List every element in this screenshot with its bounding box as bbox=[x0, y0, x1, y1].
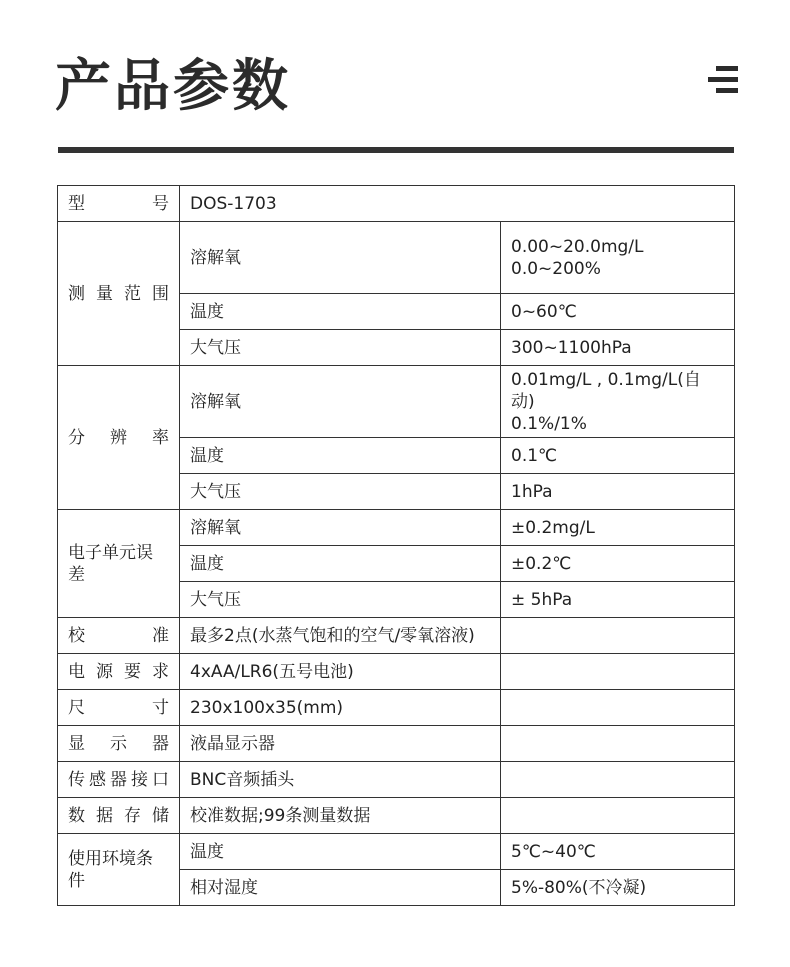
table-row-power bbox=[58, 654, 735, 690]
err-temp-name: 温度 bbox=[180, 546, 501, 582]
env-humidity-name: 相对湿度 bbox=[180, 870, 501, 906]
table-row-storage bbox=[58, 798, 735, 834]
table-row-display bbox=[58, 726, 735, 762]
row-label-range: 测 量 范 围 bbox=[58, 222, 180, 366]
row-label-calibration: 校 准 bbox=[58, 618, 180, 654]
env-temp-name: 温度 bbox=[180, 834, 501, 870]
table-row-calibration bbox=[58, 618, 735, 654]
range-do-name: 溶解氧 bbox=[180, 222, 501, 294]
row-label-resolution: 分 辨 率 bbox=[58, 366, 180, 510]
row-label-size: 尺 寸 bbox=[58, 690, 180, 726]
row-label-display: 显 示 器 bbox=[58, 726, 180, 762]
range-temp-value: 0~60℃ bbox=[501, 294, 735, 330]
err-press-name: 大气压 bbox=[180, 582, 501, 618]
res-temp-name: 温度 bbox=[180, 438, 501, 474]
power-value: 4xAA/LR6(五号电池) bbox=[180, 654, 501, 690]
calibration-value: 最多2点(水蒸气饱和的空气/零氧溶液) bbox=[180, 618, 501, 654]
row-label-environment: 使用环境条件 bbox=[58, 834, 180, 906]
range-press-value: 300~1100hPa bbox=[501, 330, 735, 366]
table-row-range-do bbox=[58, 222, 735, 294]
empty-cell bbox=[501, 762, 735, 798]
table-row-env-temp bbox=[58, 834, 735, 870]
menu-icon[interactable] bbox=[708, 66, 738, 94]
empty-cell bbox=[501, 654, 735, 690]
empty-cell bbox=[501, 798, 735, 834]
spec-table bbox=[57, 185, 735, 906]
table-row-model bbox=[58, 186, 735, 222]
env-temp-value: 5℃~40℃ bbox=[501, 834, 735, 870]
model-value: DOS-1703 bbox=[180, 186, 735, 222]
empty-cell bbox=[501, 726, 735, 762]
title-divider bbox=[58, 147, 734, 153]
err-temp-value: ±0.2℃ bbox=[501, 546, 735, 582]
res-press-value: 1hPa bbox=[501, 474, 735, 510]
empty-cell bbox=[501, 690, 735, 726]
table-row-sensor bbox=[58, 762, 735, 798]
table-row-size bbox=[58, 690, 735, 726]
row-label-error: 电子单元误差 bbox=[58, 510, 180, 618]
row-label-power: 电 源 要 求 bbox=[58, 654, 180, 690]
res-do-name: 溶解氧 bbox=[180, 366, 501, 438]
row-label-sensor: 传 感 器 接 口 bbox=[58, 762, 180, 798]
res-do-value: 0.01mg/L , 0.1mg/L(自动) 0.1%/1% bbox=[501, 366, 735, 438]
storage-value: 校准数据;99条测量数据 bbox=[180, 798, 501, 834]
err-do-value: ±0.2mg/L bbox=[501, 510, 735, 546]
empty-cell bbox=[501, 618, 735, 654]
row-label-model: 型 号 bbox=[58, 186, 180, 222]
range-press-name: 大气压 bbox=[180, 330, 501, 366]
res-temp-value: 0.1℃ bbox=[501, 438, 735, 474]
err-do-name: 溶解氧 bbox=[180, 510, 501, 546]
res-press-name: 大气压 bbox=[180, 474, 501, 510]
env-humidity-value: 5%-80%(不冷凝) bbox=[501, 870, 735, 906]
table-row-res-do bbox=[58, 366, 735, 438]
size-value: 230x100x35(mm) bbox=[180, 690, 501, 726]
page-title: 产品参数 bbox=[55, 54, 291, 119]
display-value: 液晶显示器 bbox=[180, 726, 501, 762]
row-label-storage: 数 据 存 储 bbox=[58, 798, 180, 834]
table-row-err-do bbox=[58, 510, 735, 546]
range-do-value: 0.00~20.0mg/L 0.0~200% bbox=[501, 222, 735, 294]
sensor-value: BNC音频插头 bbox=[180, 762, 501, 798]
range-temp-name: 温度 bbox=[180, 294, 501, 330]
err-press-value: ± 5hPa bbox=[501, 582, 735, 618]
